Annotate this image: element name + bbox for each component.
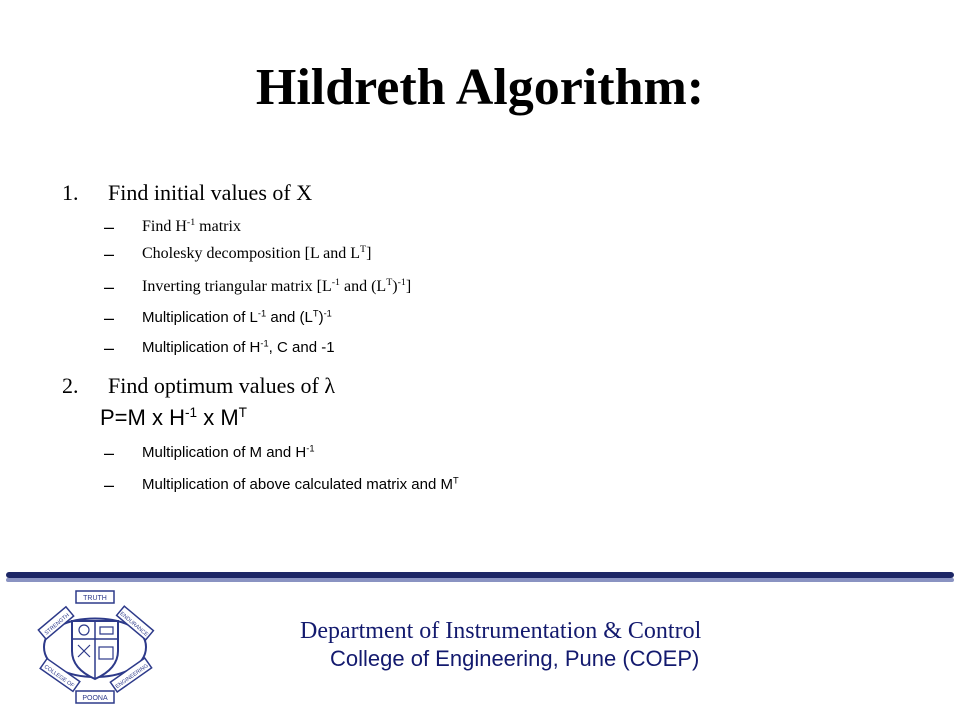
logo-motto-right: ENDURANCE: [118, 611, 149, 639]
formula: P=M x $H^{-1}$ x $M^T$: [100, 404, 247, 430]
footer-department: Department of Instrumentation & Control: [300, 618, 702, 644]
step-2-text: Find optimum values of λ: [108, 373, 335, 398]
bullet-dash: –: [104, 277, 115, 297]
logo-text-bottom: POONA: [82, 695, 108, 702]
subitem-inverting: Inverting triangular matrix [$L^{-1}$ and $(L^T)^{-1}$]: [142, 277, 412, 295]
step-1-text: Find initial values of X: [108, 180, 313, 205]
bullet-dash: –: [104, 217, 115, 237]
bullet-dash: –: [104, 244, 115, 264]
step-2-number: 2.: [62, 373, 79, 398]
subitem-cholesky: Cholesky decomposition [L and $L^T$]: [142, 244, 372, 262]
logo-text-bottom-left: COLLEGE OF: [42, 664, 75, 690]
subitem-mult-above: Multiplication of above calculated matrix and $M^T$: [142, 475, 459, 493]
bullet-dash: –: [104, 443, 115, 463]
subitem-find-h: Find $H^{-1}$ matrix: [142, 217, 241, 235]
coep-crest-icon: [34, 587, 156, 709]
logo-text-bottom-right: ENGINEERING: [114, 663, 150, 691]
subitem-mult-m: Multiplication of M and $H^{-1}$: [142, 443, 315, 461]
logo-motto-left: STRENGTH: [43, 612, 71, 637]
logo-motto-top: TRUTH: [83, 595, 107, 602]
step-1-number: 1.: [62, 180, 79, 205]
subitem-mult-l: Multiplication of $L^{-1}$ and $(L^T)^{-1}$: [142, 308, 332, 326]
footer-college: College of Engineering, Pune (COEP): [330, 646, 700, 671]
footer-divider-shadow: [6, 578, 954, 582]
bullet-dash: –: [104, 475, 115, 495]
bullet-dash: –: [104, 338, 115, 358]
bullet-dash: –: [104, 308, 115, 328]
subitem-mult-h: Multiplication of $H^{-1}$, C and -1: [142, 338, 335, 356]
slide-title: Hildreth Algorithm:: [255, 59, 705, 116]
